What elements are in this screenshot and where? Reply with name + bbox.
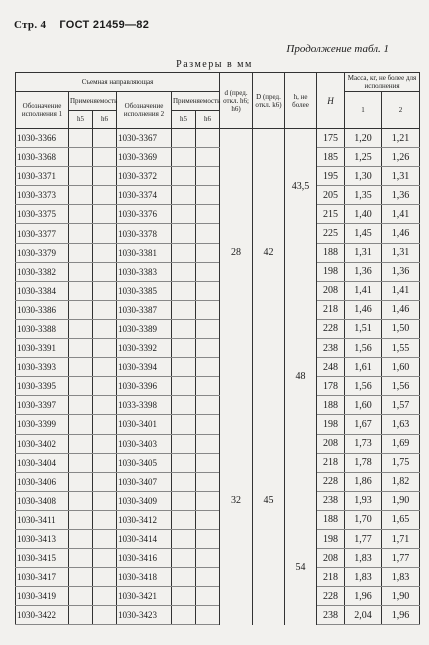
table-row — [16, 606, 420, 625]
application-h5-cell — [69, 262, 93, 281]
designation1-cell: 1030-3413 — [16, 529, 69, 548]
designation1-cell: 1030-3419 — [16, 587, 69, 606]
H-value-cell: 238 — [317, 606, 345, 625]
designation2-cell: 1030-3423 — [117, 606, 172, 625]
table-row — [16, 453, 420, 472]
application-h5-cell — [172, 339, 196, 358]
application-h5-cell — [69, 205, 93, 224]
mass2-value-cell: 1,46 — [382, 300, 420, 319]
H-value-cell: 215 — [317, 205, 345, 224]
designation1-cell: 1030-3368 — [16, 148, 69, 167]
mass1-value-cell: 1,86 — [345, 472, 382, 491]
mass1-value-cell: 1,30 — [345, 167, 382, 186]
mass1-value-cell: 1,78 — [345, 453, 382, 472]
designation1-cell: 1030-3395 — [16, 377, 69, 396]
designation1-cell: 1030-3377 — [16, 224, 69, 243]
H-value-cell: 238 — [317, 491, 345, 510]
application-h5-cell — [69, 606, 93, 625]
mass2-value-cell: 1,55 — [382, 339, 420, 358]
designation1-cell: 1030-3417 — [16, 568, 69, 587]
table-continuation-label: Продолжение табл. 1 — [286, 43, 389, 55]
application-h5-cell — [172, 510, 196, 529]
table-row — [16, 300, 420, 319]
designation2-cell: 1030-3372 — [117, 167, 172, 186]
mass2-value-cell: 1,26 — [382, 148, 420, 167]
table-row — [16, 148, 420, 167]
application-h5-cell — [69, 224, 93, 243]
mass1-value-cell: 1,56 — [345, 377, 382, 396]
designation1-cell: 1030-3384 — [16, 281, 69, 300]
designation1-cell: 1030-3375 — [16, 205, 69, 224]
mass1-value-cell: 1,60 — [345, 396, 382, 415]
table-row — [16, 339, 420, 358]
application-h6-cell — [196, 377, 220, 396]
application-h6-cell — [196, 339, 220, 358]
table-row — [16, 129, 420, 148]
application-h6-cell — [196, 434, 220, 453]
mass1-value-cell: 1,83 — [345, 568, 382, 587]
application-h5-cell — [172, 300, 196, 319]
application-h5-cell — [69, 300, 93, 319]
d-value-cell: 32 — [220, 377, 253, 625]
d-value-cell: 28 — [220, 129, 253, 377]
D-value-cell: 45 — [253, 377, 285, 625]
application-h6-cell — [93, 415, 117, 434]
application-h6-cell — [93, 529, 117, 548]
application-h6-cell — [93, 129, 117, 148]
application-h5-cell — [172, 549, 196, 568]
h5-header-1: h5 — [69, 110, 93, 129]
application-h6-cell — [93, 339, 117, 358]
application-h5-cell — [172, 243, 196, 262]
mass1-value-cell: 1,77 — [345, 529, 382, 548]
application-h5-cell — [69, 243, 93, 262]
standard-number: ГОСТ 21459—82 — [59, 19, 150, 31]
application-h5-cell — [172, 606, 196, 625]
mass1-value-cell: 1,35 — [345, 186, 382, 205]
H-value-cell: 218 — [317, 300, 345, 319]
mass2-value-cell: 1,96 — [382, 606, 420, 625]
designation2-cell: 1030-3374 — [117, 186, 172, 205]
table-row — [16, 262, 420, 281]
mass2-value-cell: 1,21 — [382, 129, 420, 148]
mass-header: Масса, кг, не более для исполнения — [345, 73, 420, 92]
application-h5-cell — [69, 339, 93, 358]
table-row — [16, 186, 420, 205]
mass2-value-cell: 1,63 — [382, 415, 420, 434]
application-h6-cell — [196, 300, 220, 319]
application-h6-cell — [93, 358, 117, 377]
application-h6-cell — [196, 510, 220, 529]
designation1-cell: 1030-3391 — [16, 339, 69, 358]
designation1-cell: 1030-3366 — [16, 129, 69, 148]
designation2-cell: 1030-3376 — [117, 205, 172, 224]
application-h6-cell — [93, 167, 117, 186]
table-row — [16, 568, 420, 587]
designation2-cell: 1030-3396 — [117, 377, 172, 396]
mass1-value-cell: 1,61 — [345, 358, 382, 377]
page-header — [14, 19, 149, 31]
page-number: Стр. 4 — [14, 19, 47, 31]
application-h5-cell — [172, 396, 196, 415]
application-h6-cell — [196, 319, 220, 338]
H-value-cell: 208 — [317, 434, 345, 453]
designation1-cell: 1030-3402 — [16, 434, 69, 453]
application-h6-cell — [93, 148, 117, 167]
application-h5-cell — [172, 453, 196, 472]
mass1-value-cell: 1,96 — [345, 587, 382, 606]
table-row — [16, 491, 420, 510]
H-value-cell: 185 — [317, 148, 345, 167]
application-h5-cell — [172, 205, 196, 224]
H-value-cell: 188 — [317, 243, 345, 262]
designation1-cell: 1030-3382 — [16, 262, 69, 281]
H-value-cell: 198 — [317, 262, 345, 281]
mass2-value-cell: 1,31 — [382, 243, 420, 262]
application-h5-cell — [69, 453, 93, 472]
table-row — [16, 243, 420, 262]
mass2-value-cell: 1,36 — [382, 186, 420, 205]
H-value-cell: 218 — [317, 568, 345, 587]
H-value-cell: 205 — [317, 186, 345, 205]
application-h5-cell — [172, 377, 196, 396]
H-value-cell: 198 — [317, 529, 345, 548]
table-row — [16, 415, 420, 434]
application-h6-cell — [196, 129, 220, 148]
designation2-cell: 1030-3414 — [117, 529, 172, 548]
designation2-cell: 1030-3392 — [117, 339, 172, 358]
mass1-value-cell: 1,41 — [345, 281, 382, 300]
application-h6-cell — [196, 453, 220, 472]
mass1-value-cell: 2,04 — [345, 606, 382, 625]
application-h6-cell — [93, 205, 117, 224]
application-h5-cell — [172, 262, 196, 281]
mass1-value-cell: 1,83 — [345, 549, 382, 568]
H-value-cell: 228 — [317, 319, 345, 338]
dimensions-table — [15, 72, 420, 625]
designation2-cell: 1030-3381 — [117, 243, 172, 262]
application-h5-cell — [172, 434, 196, 453]
h6-header-1: h6 — [93, 110, 117, 129]
designation1-cell: 1030-3388 — [16, 319, 69, 338]
table-row — [16, 510, 420, 529]
application-h5-cell — [172, 281, 196, 300]
designation2-cell: 1030-3421 — [117, 587, 172, 606]
application-h6-cell — [93, 243, 117, 262]
application-h6-cell — [196, 167, 220, 186]
designation2-header: Обозначение исполнения 2 — [117, 92, 172, 129]
mass2-value-cell: 1,90 — [382, 491, 420, 510]
mass2-value-cell: 1,75 — [382, 453, 420, 472]
mass1-value-cell: 1,67 — [345, 415, 382, 434]
application-h6-cell — [93, 262, 117, 281]
table-row — [16, 319, 420, 338]
application-h6-cell — [93, 606, 117, 625]
mass1-value-cell: 1,36 — [345, 262, 382, 281]
application-h5-cell — [69, 186, 93, 205]
H-value-cell: 228 — [317, 587, 345, 606]
application-h5-cell — [172, 587, 196, 606]
h-value-cell: 54 — [285, 510, 317, 625]
application-h5-cell — [172, 472, 196, 491]
designation2-cell: 1030-3401 — [117, 415, 172, 434]
application-h6-cell — [93, 224, 117, 243]
application-h6-cell — [196, 606, 220, 625]
application-h5-cell — [69, 472, 93, 491]
application-h6-cell — [196, 205, 220, 224]
application-h5-cell — [69, 148, 93, 167]
application-h5-cell — [69, 434, 93, 453]
application-h6-cell — [93, 453, 117, 472]
table-row — [16, 224, 420, 243]
mass2-value-cell: 1,65 — [382, 510, 420, 529]
mass2-value-cell: 1,83 — [382, 568, 420, 587]
application-h6-cell — [93, 377, 117, 396]
mass1-value-cell: 1,46 — [345, 300, 382, 319]
table-row — [16, 587, 420, 606]
application-h5-cell — [69, 587, 93, 606]
designation2-cell: 1030-3378 — [117, 224, 172, 243]
mass1-value-cell: 1,56 — [345, 339, 382, 358]
H-value-cell: 225 — [317, 224, 345, 243]
table-row — [16, 281, 420, 300]
mass2-value-cell: 1,50 — [382, 319, 420, 338]
application-h5-cell — [172, 167, 196, 186]
application-h6-cell — [93, 319, 117, 338]
application-h6-cell — [93, 186, 117, 205]
application-h5-cell — [69, 510, 93, 529]
designation1-cell: 1030-3415 — [16, 549, 69, 568]
application-h6-cell — [196, 529, 220, 548]
application-h5-cell — [69, 415, 93, 434]
mass1-value-cell: 1,31 — [345, 243, 382, 262]
application-h5-cell — [69, 377, 93, 396]
table-row — [16, 472, 420, 491]
mass1-header: 1 — [345, 92, 382, 129]
designation1-cell: 1030-3399 — [16, 415, 69, 434]
designation2-cell: 1030-3418 — [117, 568, 172, 587]
application-h6-cell — [196, 568, 220, 587]
designation1-cell: 1030-3373 — [16, 186, 69, 205]
mass1-value-cell: 1,40 — [345, 205, 382, 224]
table-row — [16, 205, 420, 224]
application-h6-cell — [93, 549, 117, 568]
application-h6-cell — [196, 224, 220, 243]
application-h6-cell — [196, 262, 220, 281]
application-h6-cell — [196, 186, 220, 205]
designation1-cell: 1030-3393 — [16, 358, 69, 377]
designation1-cell: 1030-3386 — [16, 300, 69, 319]
application-h6-cell — [93, 396, 117, 415]
designation2-cell: 1033-3398 — [117, 396, 172, 415]
H-value-cell: 188 — [317, 510, 345, 529]
mass2-value-cell: 1,77 — [382, 549, 420, 568]
application-h5-cell — [69, 529, 93, 548]
H-value-cell: 175 — [317, 129, 345, 148]
designation2-cell: 1030-3387 — [117, 300, 172, 319]
application-h6-cell — [196, 415, 220, 434]
application-h6-cell — [196, 587, 220, 606]
designation2-cell: 1030-3369 — [117, 148, 172, 167]
h-header: h, не более — [285, 73, 317, 129]
application-h6-cell — [93, 491, 117, 510]
table-row — [16, 434, 420, 453]
application-h6-cell — [196, 243, 220, 262]
H-value-cell: 198 — [317, 415, 345, 434]
designation1-cell: 1030-3406 — [16, 472, 69, 491]
mass2-value-cell: 1,36 — [382, 262, 420, 281]
designation2-cell: 1030-3394 — [117, 358, 172, 377]
mass2-value-cell: 1,90 — [382, 587, 420, 606]
table-row — [16, 167, 420, 186]
application-h5-cell — [69, 491, 93, 510]
application-h6-cell — [196, 358, 220, 377]
mass1-value-cell: 1,73 — [345, 434, 382, 453]
mass2-value-cell: 1,31 — [382, 167, 420, 186]
H-value-cell: 208 — [317, 549, 345, 568]
application-h5-cell — [172, 491, 196, 510]
H-value-cell: 188 — [317, 396, 345, 415]
designation1-cell: 1030-3379 — [16, 243, 69, 262]
designation2-cell: 1030-3412 — [117, 510, 172, 529]
application-h5-cell — [69, 568, 93, 587]
sizes-caption: Размеры в мм — [176, 59, 253, 70]
application-h6-cell — [93, 281, 117, 300]
application-h5-cell — [69, 319, 93, 338]
application-h6-cell — [196, 491, 220, 510]
designation2-cell: 1030-3409 — [117, 491, 172, 510]
application-h5-cell — [69, 281, 93, 300]
H-value-cell: 218 — [317, 453, 345, 472]
mass2-value-cell: 1,69 — [382, 434, 420, 453]
mass2-value-cell: 1,41 — [382, 281, 420, 300]
application-h5-cell — [172, 224, 196, 243]
application-h5-cell — [172, 186, 196, 205]
H-value-cell: 228 — [317, 472, 345, 491]
mass2-header: 2 — [382, 92, 420, 129]
application-h5-cell — [172, 319, 196, 338]
mass2-value-cell: 1,60 — [382, 358, 420, 377]
H-header: H — [317, 73, 345, 129]
h5-header-2: h5 — [172, 110, 196, 129]
designation2-cell: 1030-3405 — [117, 453, 172, 472]
table-row — [16, 549, 420, 568]
application-h6-cell — [93, 510, 117, 529]
designation2-cell: 1030-3407 — [117, 472, 172, 491]
application-h6-cell — [196, 549, 220, 568]
application-h5-cell — [172, 358, 196, 377]
H-value-cell: 238 — [317, 339, 345, 358]
mass1-value-cell: 1,93 — [345, 491, 382, 510]
application-h5-cell — [69, 358, 93, 377]
designation1-cell: 1030-3411 — [16, 510, 69, 529]
application-h6-cell — [196, 472, 220, 491]
H-value-cell: 208 — [317, 281, 345, 300]
table-row — [16, 529, 420, 548]
designation2-cell: 1030-3416 — [117, 549, 172, 568]
D-header: D (пред. откл. k6) — [253, 73, 285, 129]
application-h5-cell — [69, 396, 93, 415]
mass1-value-cell: 1,25 — [345, 148, 382, 167]
designation1-cell: 1030-3408 — [16, 491, 69, 510]
H-value-cell: 195 — [317, 167, 345, 186]
application-h6-cell — [196, 148, 220, 167]
d-header: d (пред. откл. h6; h6) — [220, 73, 253, 129]
mass1-value-cell: 1,20 — [345, 129, 382, 148]
designation1-cell: 1030-3397 — [16, 396, 69, 415]
h-value-cell: 48 — [285, 243, 317, 510]
designation2-cell: 1030-3403 — [117, 434, 172, 453]
mass2-value-cell: 1,41 — [382, 205, 420, 224]
table-row — [16, 377, 420, 396]
application-h6-cell — [93, 587, 117, 606]
mass1-value-cell: 1,51 — [345, 319, 382, 338]
H-value-cell: 248 — [317, 358, 345, 377]
mass1-value-cell: 1,70 — [345, 510, 382, 529]
mass1-value-cell: 1,45 — [345, 224, 382, 243]
h-value-cell: 43,5 — [285, 129, 317, 244]
application-h5-cell — [172, 415, 196, 434]
application-h5-cell — [69, 167, 93, 186]
application1-header: Применяемость — [69, 92, 117, 111]
application-h5-cell — [172, 529, 196, 548]
D-value-cell: 42 — [253, 129, 285, 377]
mass2-value-cell: 1,71 — [382, 529, 420, 548]
mass2-value-cell: 1,57 — [382, 396, 420, 415]
designation2-cell: 1030-3383 — [117, 262, 172, 281]
application-h6-cell — [196, 396, 220, 415]
designation1-cell: 1030-3371 — [16, 167, 69, 186]
application-h5-cell — [172, 129, 196, 148]
mass2-value-cell: 1,82 — [382, 472, 420, 491]
designation1-header: Обозначение исполнения 1 — [16, 92, 69, 129]
application-h6-cell — [93, 300, 117, 319]
H-value-cell: 178 — [317, 377, 345, 396]
h6-header-2: h6 — [196, 110, 220, 129]
designation1-cell: 1030-3404 — [16, 453, 69, 472]
designation2-cell: 1030-3389 — [117, 319, 172, 338]
designation2-cell: 1030-3367 — [117, 129, 172, 148]
application-h6-cell — [93, 434, 117, 453]
application2-header: Применяемость — [172, 92, 220, 111]
table-row — [16, 396, 420, 415]
table-body — [16, 129, 420, 625]
designation2-cell: 1030-3385 — [117, 281, 172, 300]
application-h6-cell — [93, 472, 117, 491]
mass2-value-cell: 1,46 — [382, 224, 420, 243]
designation1-cell: 1030-3422 — [16, 606, 69, 625]
application-h6-cell — [93, 568, 117, 587]
group-header: Съемная направляющая — [16, 73, 220, 92]
application-h6-cell — [196, 281, 220, 300]
application-h5-cell — [172, 568, 196, 587]
application-h5-cell — [69, 549, 93, 568]
table-row — [16, 358, 420, 377]
application-h5-cell — [172, 148, 196, 167]
application-h5-cell — [69, 129, 93, 148]
mass2-value-cell: 1,56 — [382, 377, 420, 396]
